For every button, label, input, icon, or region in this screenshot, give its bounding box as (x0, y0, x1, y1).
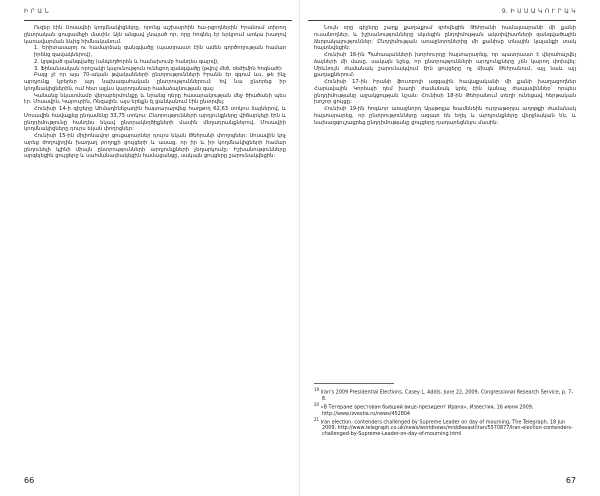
right-page (300, 0, 600, 496)
paragraph: Նույն օրը գիշերը շարք քաղաքում զոհվեցին Թեհրանի համալսարանի մի քանի ուսանողներ, և իշխանությունները սկսեցին ընդդիմության ակտիվիստների զանգվածային ձերբակալություններ: Ընդդիմության առաջնորդներից մի քանիսը տնային կալանքի տակ հայտնվեցին: (314, 25, 576, 52)
paragraph: Կանանց նկատմամբ վերաբերմունքը և նրանց դերը հասարակության մեջ ծիածանի պես էր. Մոսավին, Կարուբին, Ռեզային. այս երեքն էլ ցանկանում էին ընտրվել: (24, 92, 286, 106)
footnote-number: 21 (314, 416, 320, 422)
right-page-number: 67 (565, 476, 576, 485)
footnote-rule (314, 383, 394, 384)
footnote (314, 402, 576, 417)
paragraph: Բայց չէ որ այս 70-ական թվականների ընտրությունների Իրանն էր զգում ևս, թե ինչ արդյունք կբերեր այդ նախագահական ընտրություններում: Եվ նա ընտրեց իր կողմնակիցներին, ում հետ այլևս կարողանար համաձայնության գալ: (24, 72, 286, 92)
paragraph: Հունիսի 14-ի գիշերը Ահմադինեջադին հայտարարվեց հաղթող 62,63 տոկոս ձայներով, և Մոսավին հավաքեց ընդամենը 33,75 տոկոս: Ընտրությունների արդյունքները վիճարկելի էին և ընդդիմությունը հանդես եկավ ընտրակեղծիքների մասին մեղադրանքներով. Մոսավիի կողմնակիցները դուրս եկան փողոցներ: (24, 106, 286, 133)
footnote-text: Iran election: contenders challenged by Supreme Leader on day of mourning, The Telegraph, 18 Jun 2009, http://www.telegraph.co.uk/news/worldnews/middleeast/iran/5570877/Iran-election-contenders-challenged-by-Supreme-Leader-on-day-of-mourning.html (320, 419, 573, 438)
left-page-body (24, 25, 286, 160)
footnote-text: «В Тегеране арестован бывший вице-президент Ирана», Известия, 16 июня 2009, http://www.izvestia.ru/news/452804 (320, 404, 534, 417)
list-item: 1. Երիտասարդ ու համարձակ զանգվածը (պատրաստ էին ամեն գործողության համար իրենց զավակներով), (34, 45, 286, 58)
footnote (314, 387, 576, 402)
right-running-head: 9. Ի Ս Ս Ա Կ Ո Ւ Ր Ա Կ (501, 8, 576, 15)
paragraph: Հունիսի 19-ին հոգևոր առաջնորդ Այաթոլլա Խամենեին ուրբաթօրյա աղոթքի ժամանակ հայտարարեց, որ ընտրությունները ազատ են եղել և արդյունքները վերջնական են, և նախազգուշացրեց ընդդիմությանը ցույցերը դադարեցնելու մասին: (314, 106, 576, 126)
numbered-list (24, 45, 286, 72)
footnote-number: 19 (314, 387, 320, 392)
paragraph: Հունիսի 17-ին Իրանի ֆուտբոլի ազգային հավաքականի մի քանի խաղացողներ Հարավային Կորեայի դեմ խաղի ժամանակ կրել էին կանաչ ժապավեններ՝ որպես ընդդիմությանը աջակցության նշան: Հունիսի 18-ին Թեհրանում տեղի ունեցավ հերթական խոշոր ցույցը: (314, 79, 576, 106)
paragraph: Հունիսի 15-ին միլիոնավոր ցուցարարներ դուրս եկան Թեհրանի փողոցներ: Սոսավին կոչ արեց ժողովրդին խաղաղ բողոքի ցույցերի և ասաց, որ իր և իր կողմնակիցների համար ընդունելի կլինի միայն ընտրությունների արդյունքների չեղարկումը: Իշխանությունները արգելեցին ցույցերը և սահմանափակեցին համացանցը, սակայն ցույցերը շարունակվեցին: (24, 133, 286, 160)
footnotes (314, 387, 576, 438)
footnote-number: 20 (314, 401, 320, 407)
left-page-number: 66 (24, 476, 35, 485)
intro-paragraph: Ուզեր էին Սոսավեի կողմնակիցները, որոնց աշխարհին հա-րցողներին Իրանում տիրող ընտրական ցուցամեջի մասին: Այն անցավ չնայած որ, որը հոգնել էր երկրում առկա խաղով կառավարման ձևից հիմնականում. (24, 25, 286, 45)
paragraph: Հունիսի 16-ին Պահապանների խորհուրդը հայտարարեց, որ պատրաստ է վերահաշվել ձայների մի մասը, սակայն նշեց, որ ընտրությունների արդյունքները չեն կարող փոխվել: Միևնույն ժամանակ շարունակվում էին ցույցերը ոչ միայն Թեհրանում, այլ նաև այլ քաղաքներում: (314, 52, 576, 79)
left-head-rule (24, 20, 292, 21)
footnote (314, 417, 576, 438)
right-page-body (314, 25, 576, 126)
left-running-head: Ի Ր Ա Ն (24, 8, 50, 15)
list-item: 3. Ֆինանսական որոշակի կայունություն ունեցող զանգվածը (թվով մեծ, ռեժիմին հոգնած): (34, 65, 283, 72)
right-head-rule (308, 20, 576, 21)
list-item: 2. կրթված զանգվածը (անկեղծորեն և համախումբ հանդես գալով), (34, 58, 219, 65)
footnote-text: Iran's 2009 Presidential Elections, Casey L. Addis, June 22, 2009, Congressional Research Service, p. 7–8. (320, 389, 574, 402)
